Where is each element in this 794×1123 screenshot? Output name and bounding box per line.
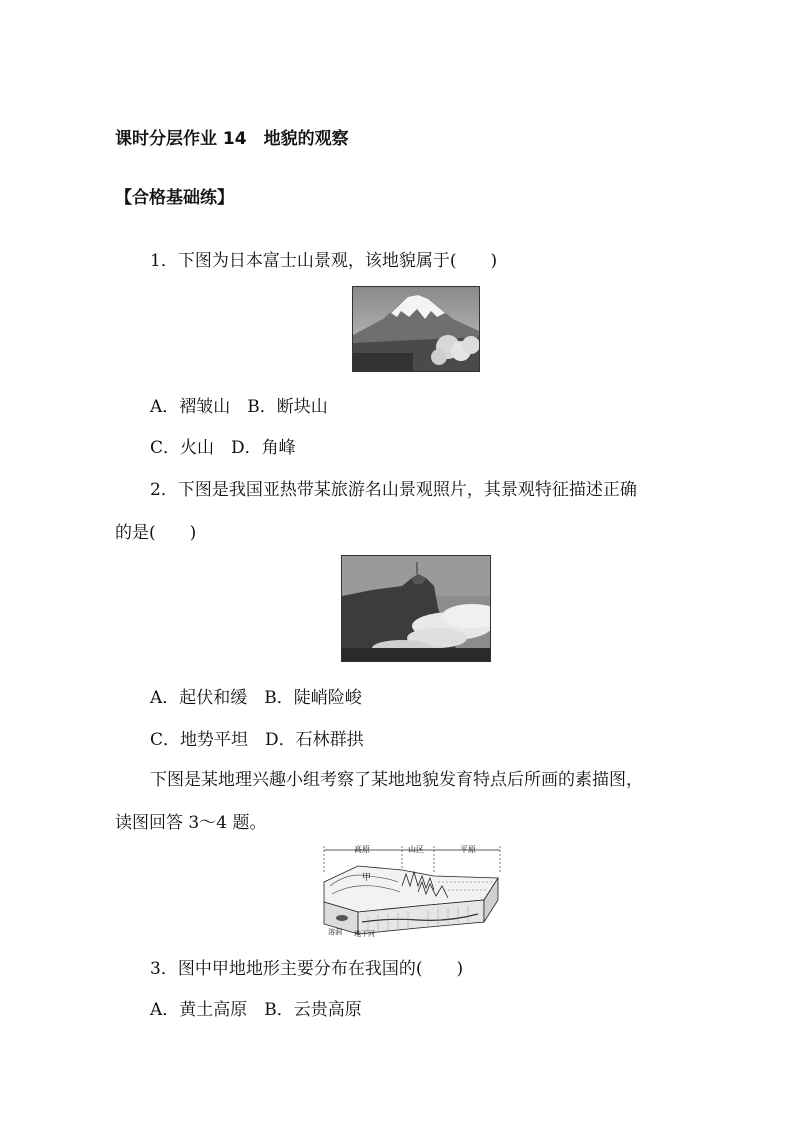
question-2-options-cd: C．地势平坦 D．石林群拱: [150, 730, 364, 750]
question-2-options-ab: A．起伏和缓 B．陡峭险峻: [150, 688, 362, 708]
page-title: 课时分层作业 14 地貌的观察: [115, 129, 349, 149]
label-mountain: 山区: [408, 845, 424, 854]
question-2-stem-line1: 2．下图是我国亚热带某旅游名山景观照片，其景观特征描述正确: [150, 480, 637, 500]
section-heading: 【合格基础练】: [115, 188, 234, 208]
intro-line2: 读图回答 3～4 题。: [115, 813, 267, 833]
label-underground-river: 地下河: [354, 930, 375, 938]
label-plain: 平原: [460, 845, 476, 854]
intro-line1: 下图是某地理兴趣小组考察了某地地貌发育特点后所画的素描图，: [150, 770, 643, 790]
question-1-stem: 1．下图为日本富士山景观，该地貌属于( ): [150, 251, 498, 271]
question-2-stem-line2: 的是( ): [115, 523, 197, 543]
question-1-options-cd: C．火山 D．角峰: [150, 438, 296, 458]
label-plateau: 高原: [354, 845, 370, 854]
question-3-options-ab: A．黄土高原 B．云贵高原: [150, 1000, 362, 1020]
label-jia: 甲: [362, 873, 372, 883]
question-3-stem: 3．图中甲地地形主要分布在我国的( ): [150, 959, 464, 979]
label-cave: 溶洞: [328, 928, 342, 936]
fuji-photo: [352, 286, 480, 372]
landform-sketch-diagram: [318, 842, 504, 938]
question-1-options-ab: A．褶皱山 B．断块山: [150, 397, 328, 417]
mountain-cliff-photo: [341, 555, 491, 662]
